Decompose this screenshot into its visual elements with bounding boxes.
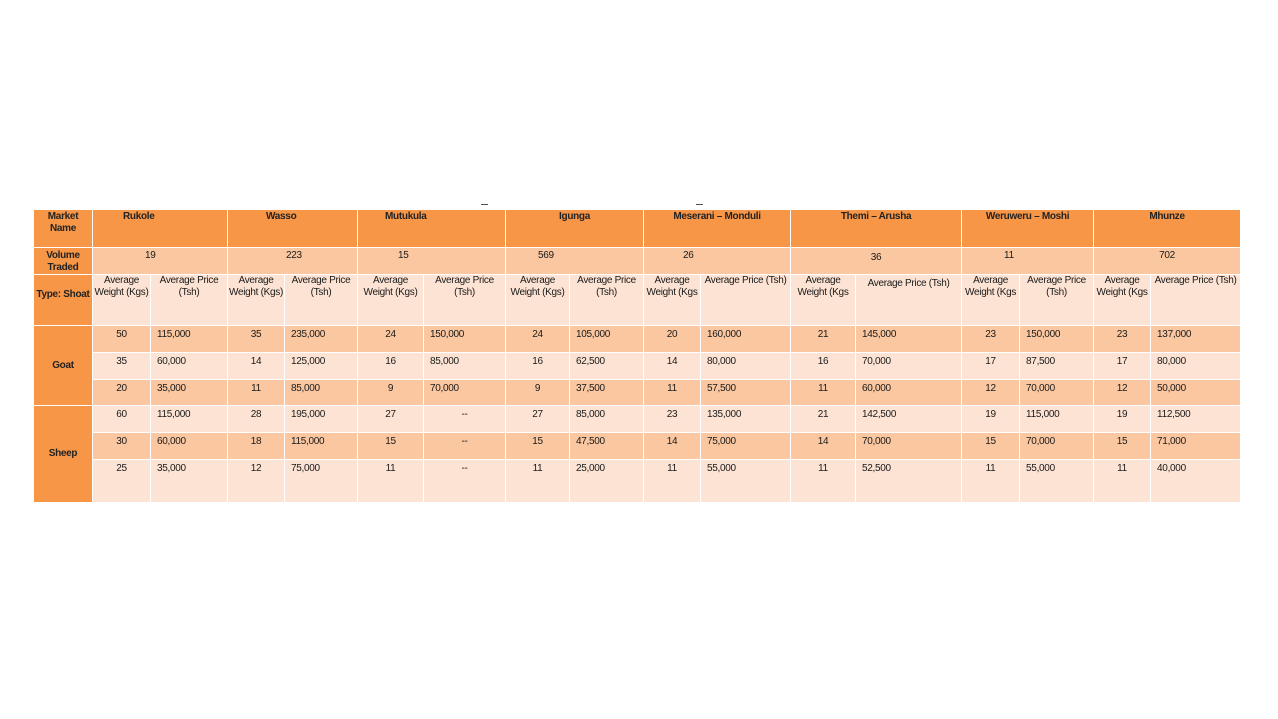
table-row bbox=[34, 326, 1241, 353]
weight-cell: 35 bbox=[228, 326, 285, 353]
market-name-cell: Rukole bbox=[93, 210, 228, 248]
weight-cell: 24 bbox=[358, 326, 424, 353]
weight-column-header: Average Weight (Kgs bbox=[1094, 275, 1151, 326]
weight-cell: 15 bbox=[358, 433, 424, 460]
weight-cell: 15 bbox=[1094, 433, 1151, 460]
price-cell: 115,000 bbox=[1020, 406, 1094, 433]
weight-cell: 14 bbox=[644, 433, 701, 460]
price-cell: 115,000 bbox=[151, 406, 228, 433]
price-cell: 25,000 bbox=[570, 460, 644, 503]
weight-column-header: Average Weight (Kgs bbox=[644, 275, 701, 326]
price-cell: 40,000 bbox=[1151, 460, 1241, 503]
price-cell: 85,000 bbox=[285, 380, 358, 406]
weight-cell: 24 bbox=[506, 326, 570, 353]
price-column-header: Average Price (Tsh) bbox=[424, 275, 506, 326]
price-cell: 112,500 bbox=[1151, 406, 1241, 433]
weight-cell: 30 bbox=[93, 433, 151, 460]
weight-cell: 15 bbox=[962, 433, 1020, 460]
table-row bbox=[34, 433, 1241, 460]
price-cell: 71,000 bbox=[1151, 433, 1241, 460]
volume-traded-label: Volume Traded bbox=[34, 248, 93, 275]
price-cell: 115,000 bbox=[151, 326, 228, 353]
price-cell: 57,500 bbox=[701, 380, 791, 406]
price-cell: 37,500 bbox=[570, 380, 644, 406]
weight-cell: 14 bbox=[644, 353, 701, 380]
market-name-label: Market Name bbox=[34, 210, 93, 248]
weight-cell: 23 bbox=[1094, 326, 1151, 353]
price-column-header: Average Price (Tsh) bbox=[1020, 275, 1094, 326]
weight-cell: 11 bbox=[358, 460, 424, 503]
weight-cell: 11 bbox=[644, 380, 701, 406]
weight-cell: 35 bbox=[93, 353, 151, 380]
market-name-cell: Igunga bbox=[506, 210, 644, 248]
price-cell: 105,000 bbox=[570, 326, 644, 353]
price-column-header: Average Price (Tsh) bbox=[285, 275, 358, 326]
price-cell: 87,500 bbox=[1020, 353, 1094, 380]
market-name-cell: Wasso bbox=[228, 210, 358, 248]
weight-cell: 23 bbox=[962, 326, 1020, 353]
volume-value: 19 bbox=[93, 248, 228, 275]
weight-cell: 9 bbox=[506, 380, 570, 406]
weight-cell: 12 bbox=[1094, 380, 1151, 406]
price-cell: 75,000 bbox=[701, 433, 791, 460]
price-cell: 35,000 bbox=[151, 460, 228, 503]
price-cell: 52,500 bbox=[856, 460, 962, 503]
volume-value: 702 bbox=[1094, 248, 1241, 275]
weight-column-header: Average Weight (Kgs) bbox=[93, 275, 151, 326]
weight-cell: 18 bbox=[228, 433, 285, 460]
price-cell: -- bbox=[424, 406, 506, 433]
price-cell: 70,000 bbox=[856, 353, 962, 380]
volume-value: 15 bbox=[358, 248, 506, 275]
weight-column-header: Average Weight (Kgs bbox=[791, 275, 856, 326]
decorative-tick bbox=[696, 204, 703, 205]
weight-column-header: Average Weight (Kgs) bbox=[228, 275, 285, 326]
weight-cell: 11 bbox=[1094, 460, 1151, 503]
price-column-header: Average Price (Tsh) bbox=[570, 275, 644, 326]
weight-cell: 16 bbox=[506, 353, 570, 380]
price-cell: 80,000 bbox=[1151, 353, 1241, 380]
weight-cell: 27 bbox=[506, 406, 570, 433]
volume-traded-row bbox=[34, 248, 1241, 275]
volume-value: 26 bbox=[644, 248, 791, 275]
weight-column-header: Average Weight (Kgs bbox=[962, 275, 1020, 326]
price-cell: 62,500 bbox=[570, 353, 644, 380]
weight-cell: 20 bbox=[93, 380, 151, 406]
price-cell: 70,000 bbox=[1020, 380, 1094, 406]
weight-cell: 17 bbox=[1094, 353, 1151, 380]
price-column-header: Average Price (Tsh) bbox=[701, 275, 791, 326]
weight-cell: 11 bbox=[228, 380, 285, 406]
market-name-cell: Weruweru – Moshi bbox=[962, 210, 1094, 248]
price-column-header: Average Price (Tsh) bbox=[1151, 275, 1241, 326]
price-cell: 55,000 bbox=[701, 460, 791, 503]
price-cell: 150,000 bbox=[1020, 326, 1094, 353]
column-subheader-row bbox=[34, 275, 1241, 326]
livestock-market-table bbox=[33, 209, 1241, 503]
weight-cell: 60 bbox=[93, 406, 151, 433]
price-cell: 142,500 bbox=[856, 406, 962, 433]
price-cell: 75,000 bbox=[285, 460, 358, 503]
weight-cell: 50 bbox=[93, 326, 151, 353]
volume-value: 223 bbox=[228, 248, 358, 275]
type-shoat-label: Type: Shoat bbox=[34, 275, 93, 326]
price-cell: -- bbox=[424, 433, 506, 460]
weight-cell: 11 bbox=[644, 460, 701, 503]
price-cell: 47,500 bbox=[570, 433, 644, 460]
price-column-header: Average Price (Tsh) bbox=[151, 275, 228, 326]
price-cell: 85,000 bbox=[570, 406, 644, 433]
animal-type-label: Sheep bbox=[34, 406, 93, 503]
market-name-cell: Mutukula bbox=[358, 210, 506, 248]
price-column-header: Average Price (Tsh) bbox=[856, 275, 962, 326]
weight-cell: 16 bbox=[791, 353, 856, 380]
price-cell: 145,000 bbox=[856, 326, 962, 353]
weight-column-header: Average Weight (Kgs) bbox=[358, 275, 424, 326]
weight-cell: 14 bbox=[228, 353, 285, 380]
price-cell: 195,000 bbox=[285, 406, 358, 433]
price-cell: 115,000 bbox=[285, 433, 358, 460]
market-name-cell: Meserani – Monduli bbox=[644, 210, 791, 248]
price-cell: 60,000 bbox=[856, 380, 962, 406]
weight-cell: 25 bbox=[93, 460, 151, 503]
weight-cell: 17 bbox=[962, 353, 1020, 380]
price-cell: 125,000 bbox=[285, 353, 358, 380]
weight-cell: 16 bbox=[358, 353, 424, 380]
price-cell: -- bbox=[424, 460, 506, 503]
volume-value: 36 bbox=[791, 248, 962, 275]
price-cell: 235,000 bbox=[285, 326, 358, 353]
weight-cell: 11 bbox=[506, 460, 570, 503]
market-name-cell: Themi – Arusha bbox=[791, 210, 962, 248]
weight-cell: 11 bbox=[791, 460, 856, 503]
animal-type-label: Goat bbox=[34, 326, 93, 406]
weight-cell: 12 bbox=[228, 460, 285, 503]
price-cell: 60,000 bbox=[151, 353, 228, 380]
weight-cell: 11 bbox=[791, 380, 856, 406]
price-cell: 135,000 bbox=[701, 406, 791, 433]
price-cell: 35,000 bbox=[151, 380, 228, 406]
livestock-market-table-container bbox=[33, 209, 1240, 504]
market-name-cell: Mhunze bbox=[1094, 210, 1241, 248]
price-cell: 160,000 bbox=[701, 326, 791, 353]
weight-cell: 9 bbox=[358, 380, 424, 406]
price-cell: 60,000 bbox=[151, 433, 228, 460]
price-cell: 55,000 bbox=[1020, 460, 1094, 503]
market-name-row bbox=[34, 210, 1241, 248]
price-cell: 70,000 bbox=[856, 433, 962, 460]
weight-cell: 19 bbox=[1094, 406, 1151, 433]
table-data-body bbox=[34, 326, 1241, 503]
weight-column-header: Average Weight (Kgs) bbox=[506, 275, 570, 326]
price-cell: 150,000 bbox=[424, 326, 506, 353]
weight-cell: 21 bbox=[791, 406, 856, 433]
price-cell: 80,000 bbox=[701, 353, 791, 380]
weight-cell: 14 bbox=[791, 433, 856, 460]
table-row bbox=[34, 460, 1241, 503]
price-cell: 50,000 bbox=[1151, 380, 1241, 406]
volume-value: 569 bbox=[506, 248, 644, 275]
weight-cell: 27 bbox=[358, 406, 424, 433]
table-row bbox=[34, 406, 1241, 433]
weight-cell: 28 bbox=[228, 406, 285, 433]
weight-cell: 12 bbox=[962, 380, 1020, 406]
volume-value: 11 bbox=[962, 248, 1094, 275]
price-cell: 70,000 bbox=[424, 380, 506, 406]
weight-cell: 23 bbox=[644, 406, 701, 433]
price-cell: 137,000 bbox=[1151, 326, 1241, 353]
weight-cell: 20 bbox=[644, 326, 701, 353]
price-cell: 85,000 bbox=[424, 353, 506, 380]
weight-cell: 21 bbox=[791, 326, 856, 353]
weight-cell: 15 bbox=[506, 433, 570, 460]
price-cell: 70,000 bbox=[1020, 433, 1094, 460]
table-row bbox=[34, 380, 1241, 406]
table-row bbox=[34, 353, 1241, 380]
weight-cell: 19 bbox=[962, 406, 1020, 433]
weight-cell: 11 bbox=[962, 460, 1020, 503]
decorative-tick bbox=[481, 204, 488, 205]
